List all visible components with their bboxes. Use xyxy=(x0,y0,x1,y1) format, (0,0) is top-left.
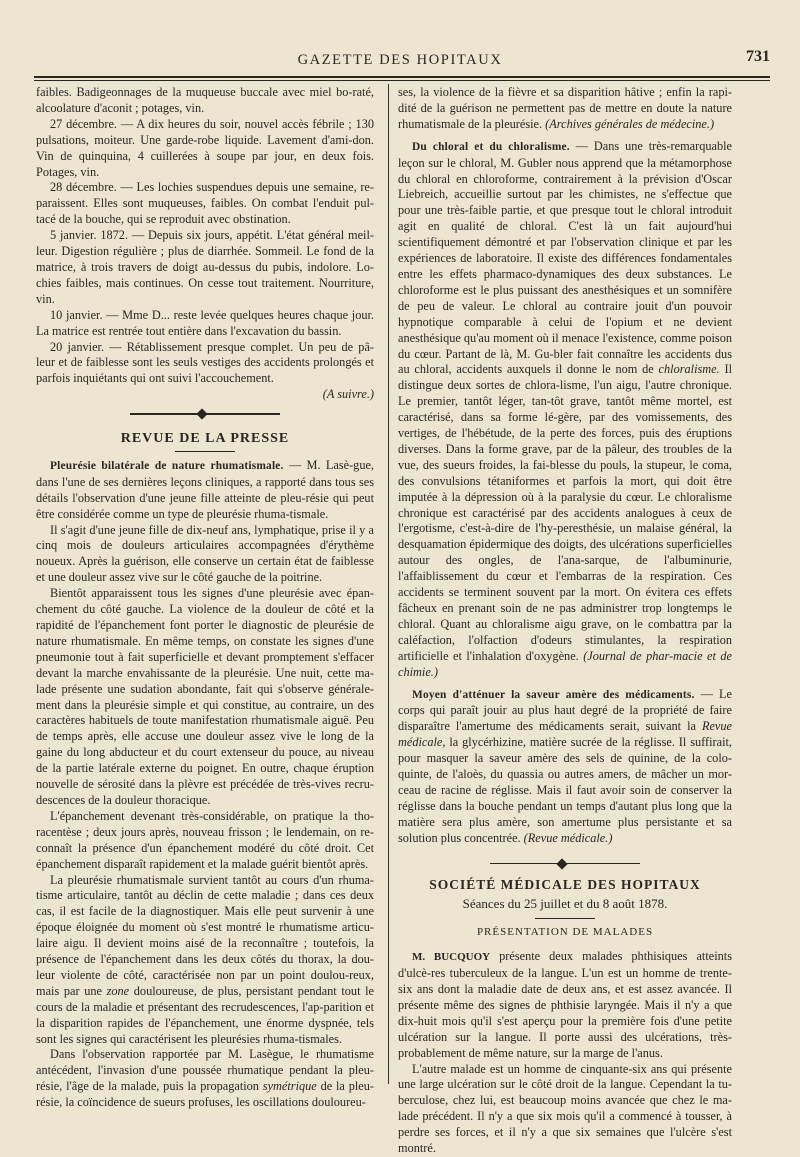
speaker-name: M. BUCQUOY xyxy=(412,951,491,964)
paragraph: Dans l'observation rapportée par M. Lasègue, le rhumatisme antécédent, l'invasion d'une poussée rhumatique pendant la pleu-résie, l'âge de la malade, puis la propagation symétrique de la pleu-résie, la coïncidence de sueurs profuses, les oscillations douloureu- xyxy=(36,1047,374,1110)
paragraph: L'épanchement devenant très-considérable, on pratique la tho-racentèse ; deux jours après, nouveau frisson ; le lendemain, on re-connaît la présence d'un épanchement modéré du côté droit. Cet épanchement disparaît rapidement et la malade guérit bientôt après. xyxy=(36,808,374,871)
ornament-divider xyxy=(398,857,732,873)
article-saveur: Moyen d'atténuer la saveur amère des médicaments. — Le corps qui paraît jouir au plus haut degré de la propriété de faire disparaître l'amertume des médicaments serait, suivant la Revue médicale, la glycérhizine, matière sucrée de la réglisse. Il suffirait, pour masquer la saveur amère des sels de quinine, de la colo-quinte, de l'aloès, du quassia ou autres amers, de mâcher un mor-ceau de racine de réglisse. Mais il faut avoir soin de conserver la réglisse dans la bouche pendant un temps d'autant plus long que la matière sera plus amère, son amertume plus persistante et sa solution plus concentrée. (Revue médicale.) xyxy=(398,686,732,845)
running-head xyxy=(30,48,770,74)
paragraph: 28 décembre. — Les lochies suspendues depuis une semaine, re-paraissent. Elles sont muqueuses, faibles. On combat l'enduit pul-tacé de la bouche, qui se reproduit avec obstination. xyxy=(36,180,374,227)
paragraph: Bientôt apparaissent tous les signes d'une pleurésie avec épan-chement du côté gauche. La violence de la douleur de côté et la rapidité de l'épanchement font porter le diagnostic de pleurésie de nature rhumatismale. En même temps, on constate les signes d'une pneumonie tout à fait superficielle et devant promptement s'effacer devant la marche envahissante de la pleurésie. Une nuit, cette ma-lade présente une sudation abondante, fait qui s'observe générale-ment dans la pleurésie simple et qui constitue, au contraire, un des caractères habituels de toute manifestation rhumatismale aiguë. Peu de temps après, elle accuse une douleur assez vive le long de la gaine du long abducteur et du court extenseur du pouce, au niveau de la partie latérale externe du poignet. En outre, chaque éruption nouvelle de sérosité dans la plèvre est précédée de très-vives recru-descences de la douleur thoracique. xyxy=(36,586,374,807)
page-number: 731 xyxy=(746,48,770,65)
paragraph: 10 janvier. — Mme D... reste levée quelques heures chaque jour. La matrice est rentrée tout entière dans l'excavation du bassin. xyxy=(36,307,374,338)
left-column xyxy=(36,85,374,1111)
paragraph: 5 janvier. 1872. — Depuis six jours, appétit. L'état général meil-leur. Digestion régulière ; plus de diarrhée. Sommeil. Le fond de la matrice, à trois travers de doigt au-dessus du pubis, indolore. Lo-chies faibles, mais continues. On cesse tout traitement. Nourriture, vin. xyxy=(36,228,374,306)
header-rule xyxy=(34,76,770,78)
journal-title: GAZETTE DES HOPITAUX xyxy=(297,52,503,68)
ornament-divider xyxy=(36,407,374,423)
article-heading: Moyen d'atténuer la saveur amère des médicaments. xyxy=(412,688,695,701)
article-heading: Pleurésie bilatérale de nature rhumatismale. xyxy=(50,459,284,472)
to-be-continued: (A suivre.) xyxy=(322,387,374,402)
society-session-dates: Séances du 25 juillet et du 8 août 1878. xyxy=(462,896,668,912)
paragraph: 27 décembre. — A dix heures du soir, nouvel accès fébrile ; 130 pulsations, moiteur. Une garde-robe liquide. Lavement d'ami-don. Vin de quinquina, 4 cuillerées à soupe par jour, en deux fois. Potages, vin. xyxy=(36,116,374,179)
article-chloral: Du chloral et du chloralisme. — Dans une très-remarquable leçon sur le chloral, M. Gubler nous apprend que la métamorphose du chloral en chloroforme, contrairement à la prévision d'Oscar Liebreich, accueillie surtout par les chimistes, ne s'effectue que pour une très-faible partie, et que presque tout le chloral introduit agit en qualité de chloral. C'est là un fait aujourd'hui scientifiquement démontré et par l'observation clinique et par les expériences de laboratoire. Il existe des différences fondamentales entre les effets pharmaco-dynamiques des deux substances. Le chloroforme est le plus puissant des anesthésiques et un somnifère de peu de valeur. Le chloral au contraire jouit d'un pouvoir hypnotique comparable à celui de l'opium et ne devient anesthésique qu'au moment où il menace l'existence, comme poison du cœur. Partant de là, M. Gu-bler fait connaître les accidents dus au chloral, accidents auxquels il donne le nom de chloralisme. Il distingue deux sortes de chlora-lisme, l'un aigu, l'autre chronique. Le premier, tantôt léger, tan-tôt grave, tantôt même mortel, est caractérisé, dans sa forme lé-gère, par des vomissements, des vertiges, de l'hébétude, de la perte des forces, puis des éruptions diverses. Dans la forme grave, par de la pâleur, des troubles de la vue, des sueurs froides, la fai-blesse du pouls, la stupeur, le coma, des convulsions tétaniformes et parfois la mort, qui doit être imputée à la dépression où à la paralysie du cœur. Le chloralisme chronique est caractérisé par des accidents analogues à ceux de l'ergotisme, c'est-à-dire de l'hy-peresthésie, un malaise général, la desquamation épidermique des doigts, des ulcérations superficielles autour des ongles, de l'ana-sarque, de l'albuminurie, l'affaiblissement du cœur et l'embarras de la respiration. Ces accidents se terminent souvent par la mort. On évitera ces effets fâcheux en prenant soin de ne pas administrer trop longtemps le chloral. Quant au chloralisme aigu grave, on le combattra par la caléfaction, l'olfaction d'odeurs stimulantes, la respiration artificielle et l'inhalation d'oxygène. (Journal de phar-macie et de chimie.) xyxy=(398,138,733,679)
paragraph: M. BUCQUOY présente deux malades phthisiques atteints d'ulcè-res tuberculeux de la langue. L'un est un homme de trente-six ans dont la maladie date de deux ans, et est assez avancée. Il présente même des signes de phthisie laryngée. Mais il n'y a que dix-huit mois qu'il s'est aperçu pour la première fois d'une petite ulcération sur la langue. Il porte aussi des ulcérations, très-probablement de même nature, sur la marge de l'anus. xyxy=(398,949,732,1060)
paragraph: 20 janvier. — Rétablissement presque complet. Un peu de pâ-leur et de faiblesse sont les seuls vestiges des accidents prolongés et parfois inquiétants qui ont suivi l'accouchement. xyxy=(36,339,374,386)
article-pleuresie: Pleurésie bilatérale de nature rhumatismale. — M. Lasè-gue, dans l'une de ses dernières leçons cliniques, a rapporté dans tous ses détails l'observation d'une jeune fille atteinte de pleu-résie qui peut être considérée comme un type de pleurésie rhuma-tismale. xyxy=(36,457,375,521)
right-column xyxy=(398,85,732,1157)
short-rule xyxy=(175,451,235,452)
short-rule xyxy=(535,918,595,919)
header-rule-thin xyxy=(34,80,770,81)
paragraph: ses, la violence de la fièvre et sa disparition hâtive ; enfin la rapi-dité de la guérison ne permettent pas de mettre en doute la nature rhumatismale de la pleurésie. (Archives générales de médecine.) xyxy=(398,85,732,131)
column-divider xyxy=(388,84,389,1084)
section-title: REVUE DE LA PRESSE xyxy=(120,431,290,447)
paragraph: La pleurésie rhumatismale survient tantôt au cours d'un rhuma-tisme articulaire, tantôt au déclin de cette maladie ; dans ces deux cas, il est facile de la diagnostiquer. Mais elle peut survenir à une époque éloignée du moment où s'est montré le rhumatisme articu-laire aigu. Il devient moins aisé de la reconnaître ; toutefois, la présence de l'épanchement dans les deux côtés du thorax, la dou-leur violente de côté, caractérisée non par un point doulou-reux, mais par une zone douloureuse, de plus, persistant pendant tout le cours de la maladie et présentant des recrudescences, l'ap-parition et la disparition rapides de l'épanchement, une énorme dyspnée, tels sont les signes qui caractérisent les pleurésies rhuma-tismales. xyxy=(36,872,375,1046)
paragraph: L'autre malade est un homme de cinquante-six ans qui présente une large ulcération sur le côté droit de la langue. Cependant la tu-berculose, chez lui, est beaucoup moins avancée que chez le ma-lade précédent. Il n'y a que six mois qu'il a commencé à tousser, à perdre ses forces, et il n'y a que six semaines que l'ulcère s'est montré. xyxy=(398,1061,732,1156)
paragraph: Il s'agit d'une jeune fille de dix-neuf ans, lymphatique, prise il y a cinq mois de douleurs articulaires accompagnées d'érythème noueux. Après la guérison, elle conserve un certain état de faiblesse et une douleur assez vive sur le côté gauche de la poitrine. xyxy=(36,522,374,585)
society-title: SOCIÉTÉ MÉDICALE DES HOPITAUX xyxy=(429,876,701,892)
subsection-title: PRÉSENTATION DE MALADES xyxy=(476,926,654,939)
paragraph: faibles. Badigeonnages de la muqueuse buccale avec miel bo-raté, alcoolature d'aconit ; potages, vin. xyxy=(36,85,374,115)
article-heading: Du chloral et du chloralisme. xyxy=(412,140,570,153)
